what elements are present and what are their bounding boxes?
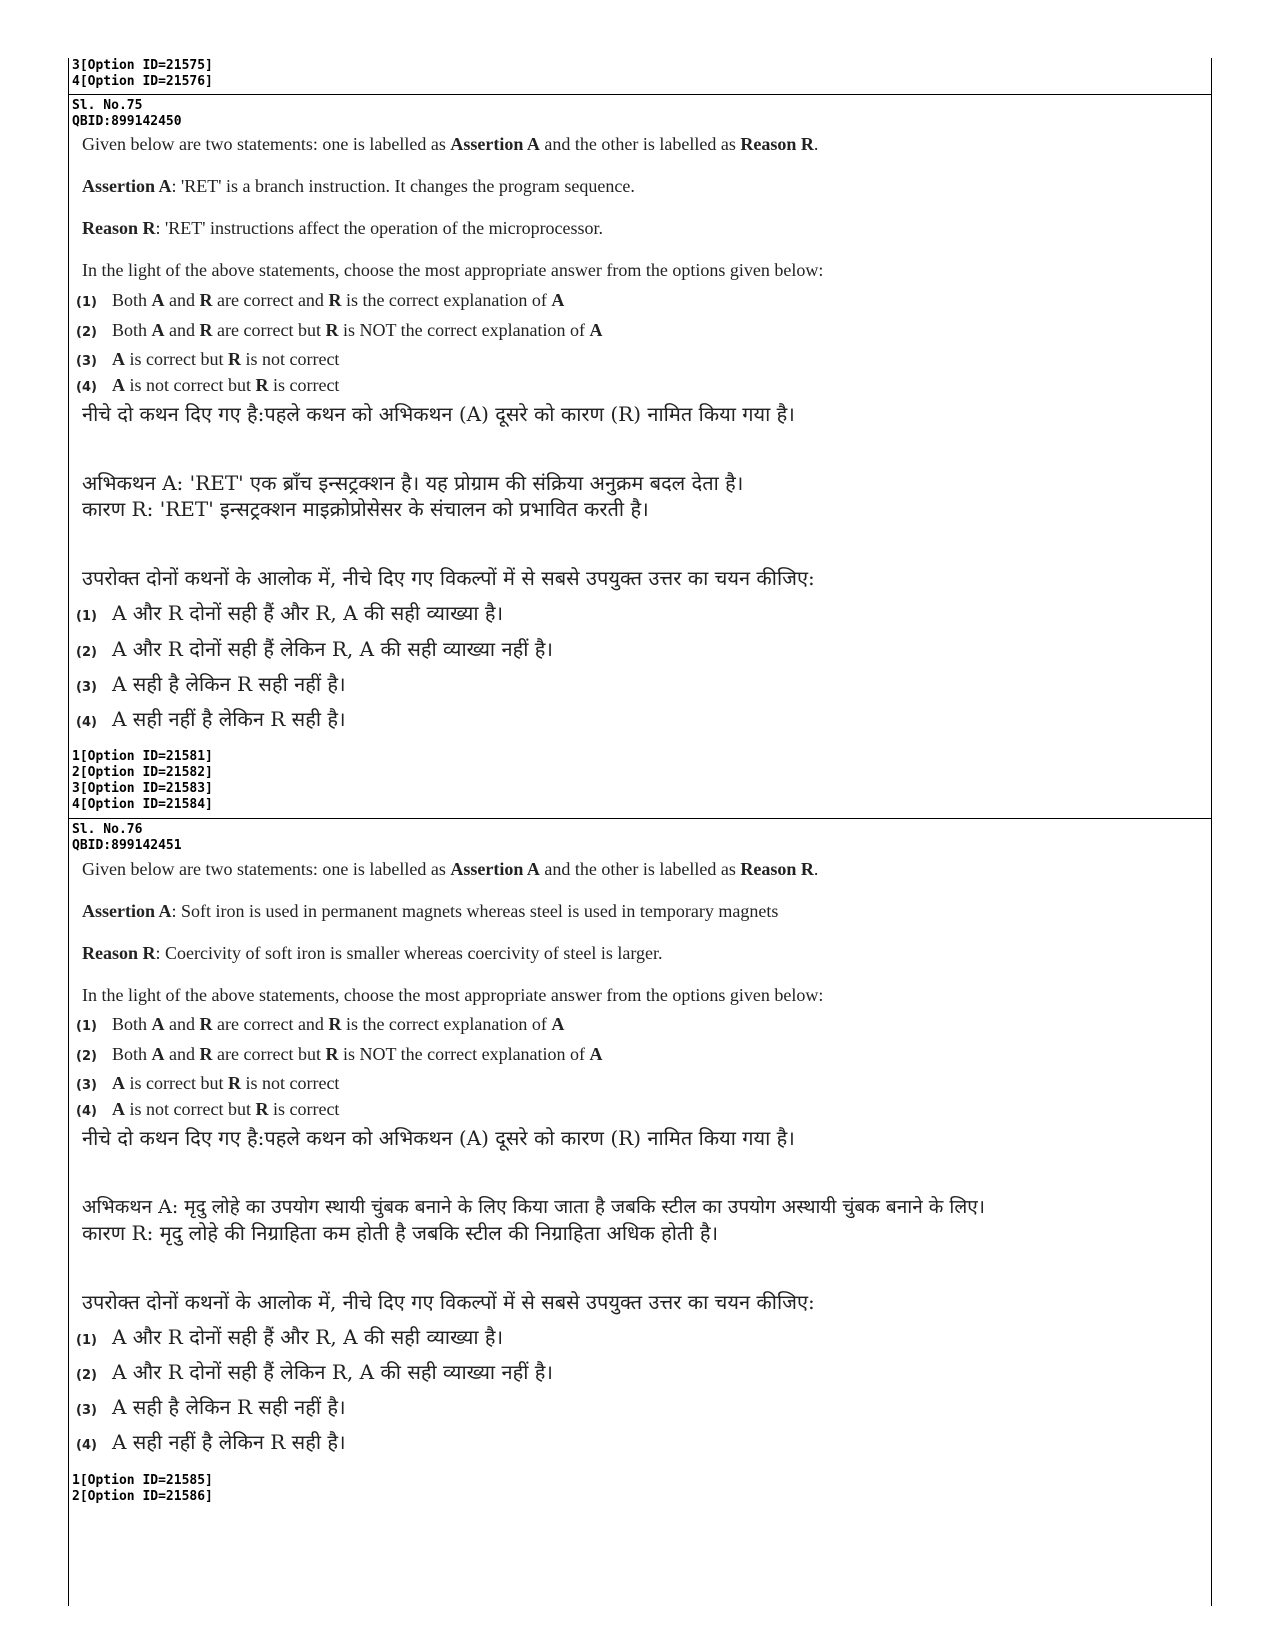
option-en-2: (2) Both A and R are correct but R is NOT the correct explanation of A (76, 1044, 603, 1064)
option-id: 3[Option ID=21583] (72, 781, 213, 796)
option-hi-3: (3) A सही है लेकिन R सही नहीं है। (76, 1395, 346, 1419)
option-id: 4[Option ID=21584] (72, 797, 213, 812)
option-id: 2[Option ID=21582] (72, 765, 213, 780)
option-id: 3[Option ID=21575] (72, 58, 213, 73)
hindi-intro: नीचे दो कथन दिए गए है:पहले कथन को अभिकथन (A) दूसरे को कारण (R) नामित किया गया है। (82, 402, 795, 426)
option-id: 4[Option ID=21576] (72, 74, 213, 89)
option-ids-75 (72, 749, 213, 813)
intro-text: Given below are two statements: one is labelled as Assertion A and the other is labelled as Reason R. (82, 134, 819, 154)
option-ids-76 (72, 1473, 213, 1505)
choose-text: In the light of the above statements, choose the most appropriate answer from the options given below: (82, 260, 824, 280)
option-en-2: (2) Both A and R are correct but R is NOT the correct explanation of A (76, 320, 603, 340)
assertion-text: Assertion A: 'RET' is a branch instruction. It changes the program sequence. (82, 176, 635, 196)
option-hi-3: (3) A सही है लेकिन R सही नहीं है। (76, 672, 346, 696)
option-hi-1: (1) A और R दोनों सही हैं और R, A की सही व्याख्या है। (76, 1325, 504, 1349)
option-en-3: (3) A is correct but R is not correct (76, 349, 340, 369)
option-en-1: (1) Both A and R are correct and R is the correct explanation of A (76, 1014, 565, 1034)
option-hi-1: (1) A और R दोनों सही हैं और R, A की सही व्याख्या है। (76, 601, 504, 625)
serial-number: Sl. No.75 (72, 98, 143, 113)
question-header (72, 822, 182, 854)
question-header (72, 98, 182, 130)
option-en-3: (3) A is correct but R is not correct (76, 1073, 340, 1093)
hindi-choose: उपरोक्त दोनों कथनों के आलोक में, नीचे दिए गए विकल्पों में से सबसे उपयुक्त उत्तर का चयन कीजिए: (82, 566, 815, 590)
option-en-4: (4) A is not correct but R is correct (76, 375, 340, 395)
option-hi-2: (2) A और R दोनों सही हैं लेकिन R, A की सही व्याख्या नहीं है। (76, 1360, 553, 1384)
qbid: QBID:899142450 (72, 114, 182, 129)
option-en-4: (4) A is not correct but R is correct (76, 1099, 340, 1119)
hindi-assertion: अभिकथन A: मृदु लोहे का उपयोग स्थायी चुंबक बनाने के लिए किया जाता है जबकि स्टील का उपयोग अस्थायी चुंबक बनाने के लिए। (82, 1196, 985, 1218)
option-id: 1[Option ID=21581] (72, 749, 213, 764)
option-id: 2[Option ID=21586] (72, 1489, 213, 1504)
reason-text: Reason R: Coercivity of soft iron is smaller whereas coercivity of steel is larger. (82, 943, 663, 963)
option-hi-2: (2) A और R दोनों सही हैं लेकिन R, A की सही व्याख्या नहीं है। (76, 637, 553, 661)
reason-text: Reason R: 'RET' instructions affect the operation of the microprocessor. (82, 218, 604, 238)
option-hi-4: (4) A सही नहीं है लेकिन R सही है। (76, 707, 346, 731)
hindi-reason: कारण R: मृदु लोहे की निग्राहिता कम होती है जबकि स्टील की निग्राहिता अधिक होती है। (82, 1221, 719, 1245)
serial-number: Sl. No.76 (72, 822, 143, 837)
hindi-intro: नीचे दो कथन दिए गए है:पहले कथन को अभिकथन (A) दूसरे को कारण (R) नामित किया गया है। (82, 1126, 795, 1150)
qbid: QBID:899142451 (72, 838, 182, 853)
option-hi-4: (4) A सही नहीं है लेकिन R सही है। (76, 1430, 346, 1454)
choose-text: In the light of the above statements, choose the most appropriate answer from the options given below: (82, 985, 824, 1005)
hindi-assertion: अभिकथन A: 'RET' एक ब्राँच इन्सट्रक्शन है। यह प्रोग्राम की संक्रिया अनुक्रम बदल देता है। (82, 471, 744, 495)
assertion-text: Assertion A: Soft iron is used in permanent magnets whereas steel is used in temporary magnets (82, 901, 779, 921)
option-id: 1[Option ID=21585] (72, 1473, 213, 1488)
divider (68, 94, 1211, 95)
hindi-choose: उपरोक्त दोनों कथनों के आलोक में, नीचे दिए गए विकल्पों में से सबसे उपयुक्त उत्तर का चयन कीजिए: (82, 1290, 815, 1314)
divider (68, 818, 1211, 819)
intro-text: Given below are two statements: one is labelled as Assertion A and the other is labelled as Reason R. (82, 859, 819, 879)
option-en-1: (1) Both A and R are correct and R is the correct explanation of A (76, 290, 565, 310)
top-option-ids (72, 58, 213, 90)
hindi-reason: कारण R: 'RET' इन्सट्रक्शन माइक्रोप्रोसेसर के संचालन को प्रभावित करती है। (82, 497, 649, 521)
